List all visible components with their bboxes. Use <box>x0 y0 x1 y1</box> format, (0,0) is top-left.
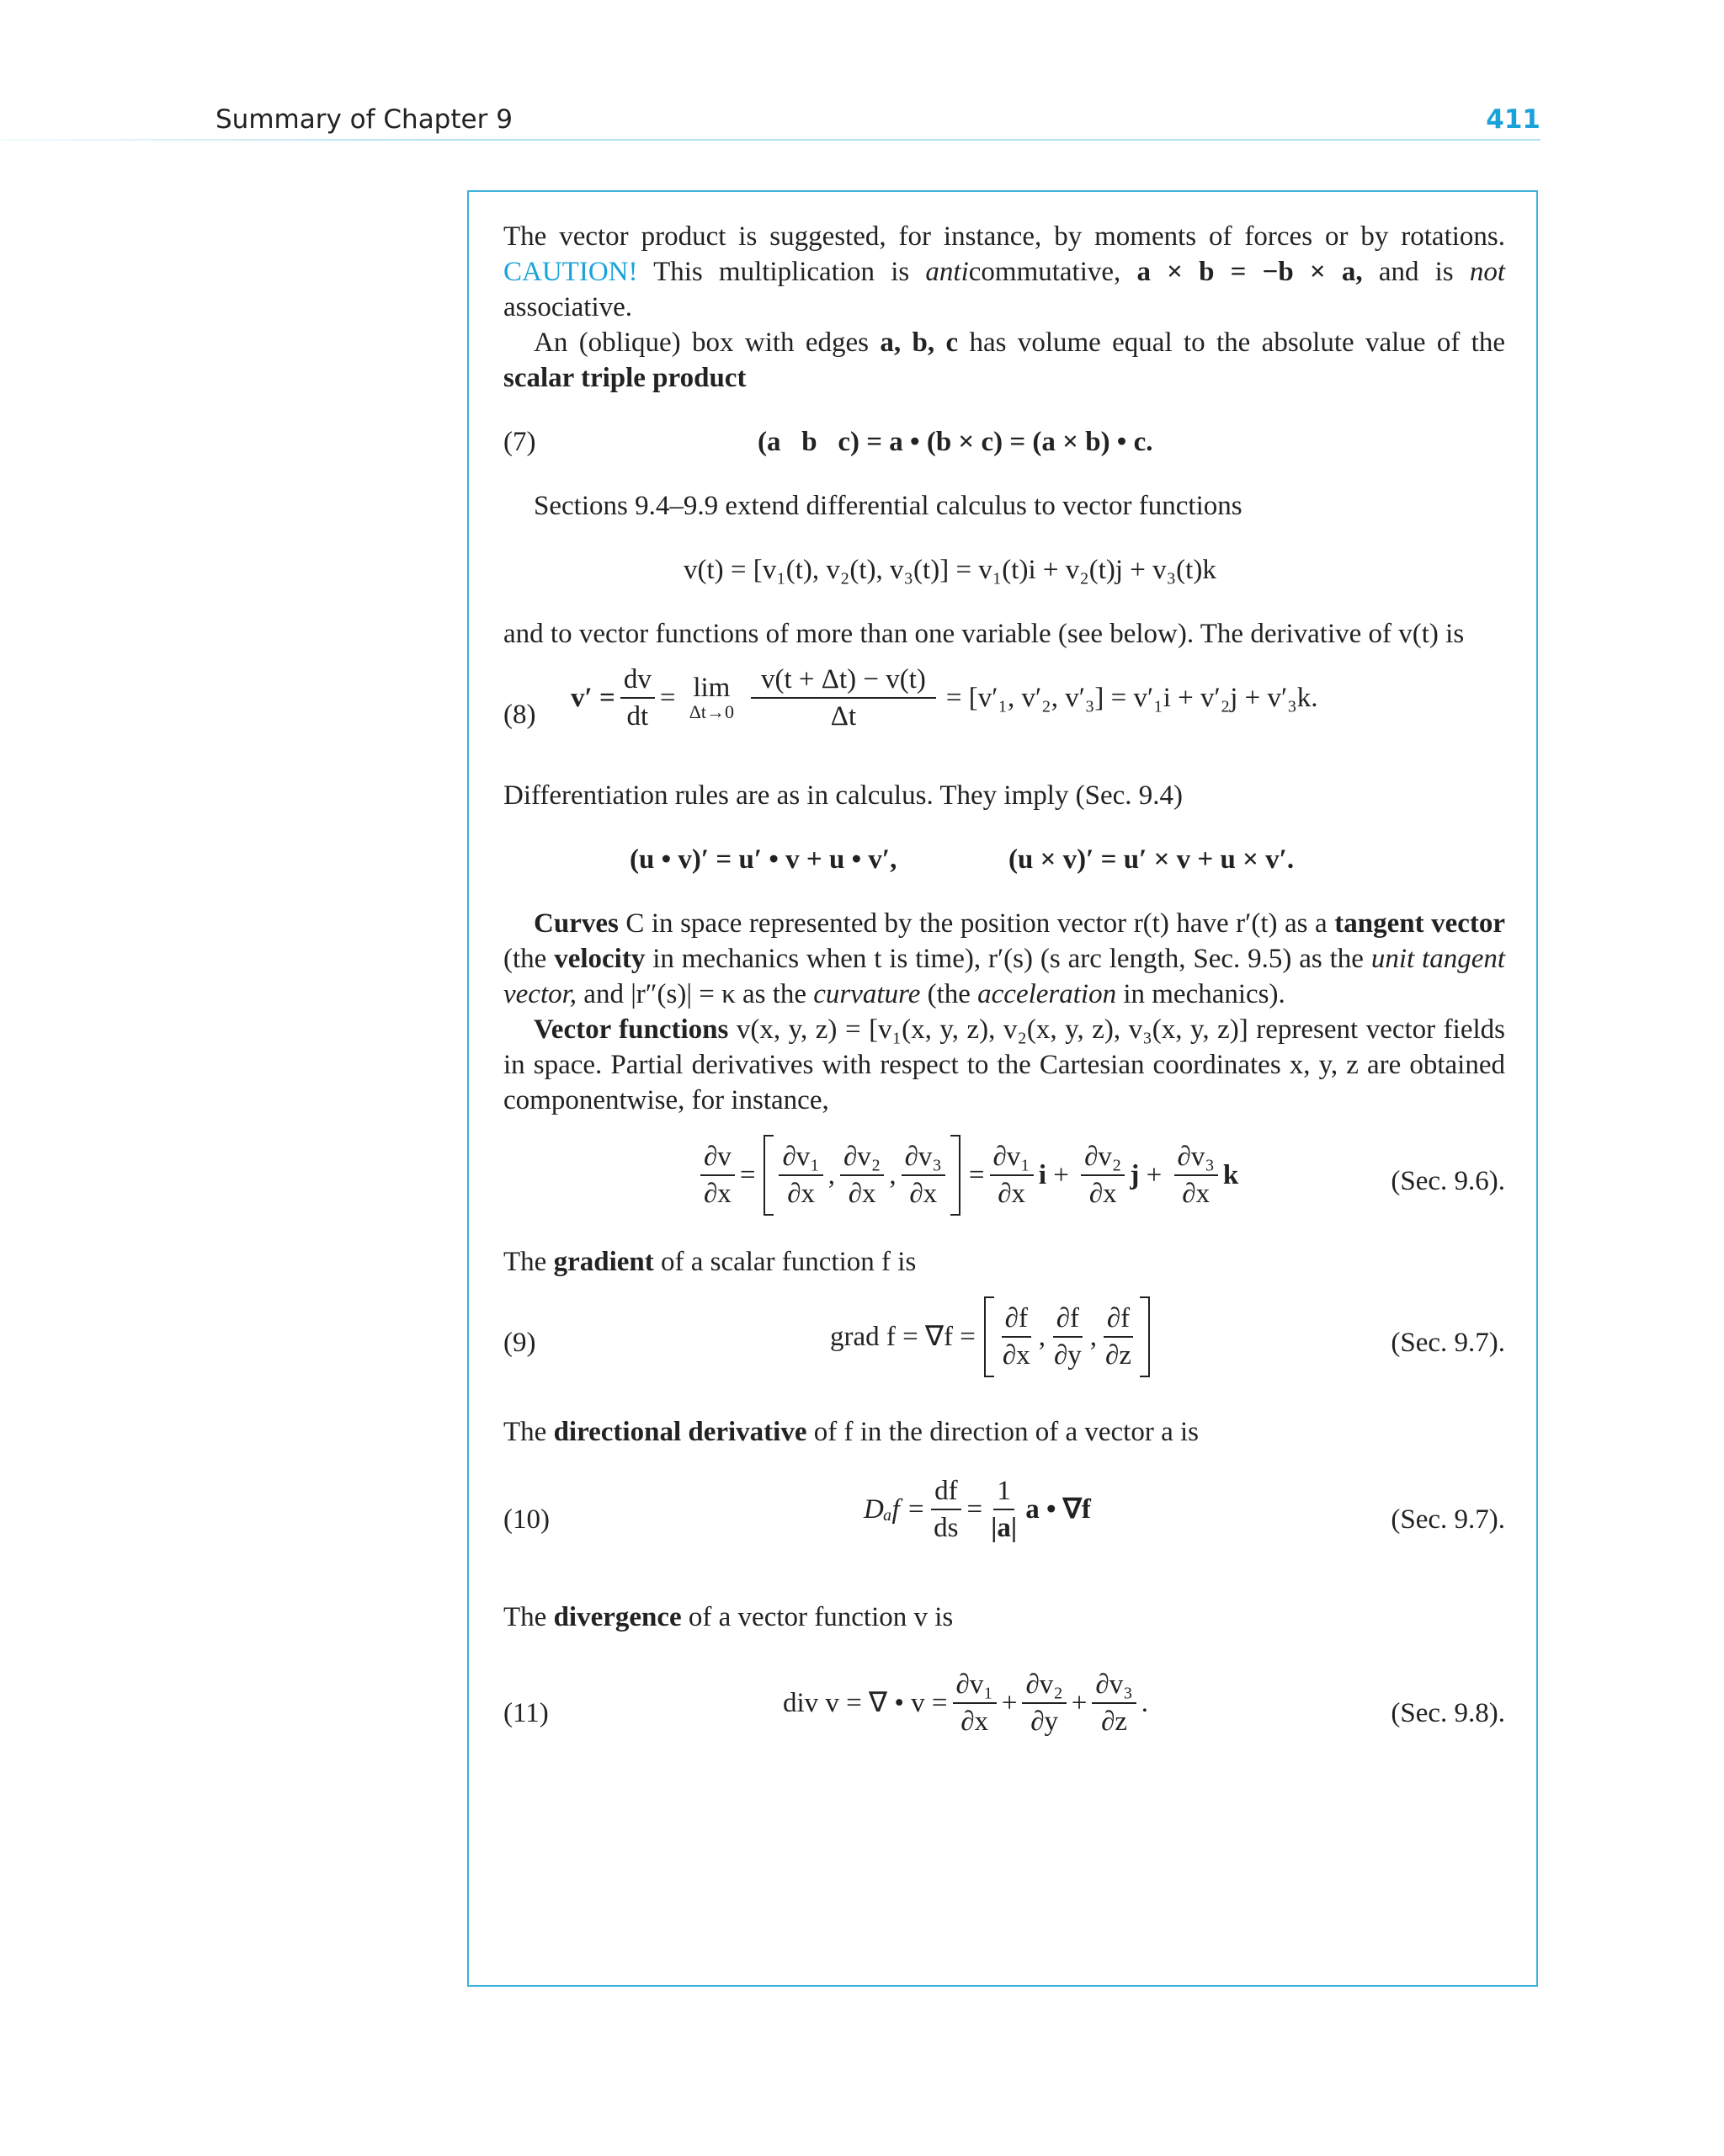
para-divergence <box>503 1600 1505 1635</box>
term-curves: Curves <box>534 908 619 939</box>
text: v(x, y, z) = [v₁(x, y, z), v₂(x, y, z), v₃(x, y, z)] represent vector fields in space. Partial derivatives with respect to the Cartesian coordinates x, y, z are obtained componentwise, for instance, <box>503 1014 1505 1115</box>
equation-body: $\frac{\partial v}{\partial x}$ = $\frac{\text{∂v₁}}{\partial x}$ , $\frac{\text{∂v₂}}{\partial x}$ , $\frac{\text{∂v₃}}{\partial x}$ = $\frac{\text{∂v₁}}{\partial x}$ i + $\frac{\text{∂v₂}}{\partial x}$ j + $\frac{\text{∂v₃}}{\partial x}$ k <box>695 1135 1238 1216</box>
text: has volume equal to the absolute value of the <box>969 327 1505 358</box>
text: in mechanics when t is time), r′(s) (s arc length, Sec. 9.5) as the <box>652 944 1364 974</box>
running-header-title: Summary of Chapter 9 <box>216 104 513 135</box>
numerator: ∂v₃ <box>1092 1667 1136 1704</box>
numerator: ∂v₃ <box>1174 1139 1218 1176</box>
equation-body: grad f = ∇f = $\frac{\partial f}{\partial x}$ , $\frac{\partial f}{\partial y}$ , $\frac{\partial f}{\partial z}$ <box>830 1296 1150 1377</box>
numerator: ∂v₁ <box>779 1139 822 1176</box>
denominator: ∂x <box>787 1179 815 1209</box>
text: An (oblique) box with edges <box>534 327 870 358</box>
fraction-df-dx <box>999 1301 1034 1373</box>
numerator: ∂v₃ <box>902 1139 945 1176</box>
bracket-right <box>1140 1296 1150 1377</box>
bracket-left <box>764 1135 774 1216</box>
term-unit-tangent: unit tangent vector, <box>503 944 1506 1009</box>
bracket-left <box>984 1296 994 1377</box>
equation-number: (11) <box>503 1698 549 1728</box>
equation-7 <box>503 396 1505 488</box>
equals: = <box>739 1160 756 1190</box>
para-derivative: and to vector functions of more than one variable (see below). The derivative of v(t) is <box>503 619 1465 649</box>
text: This multiplication is <box>653 257 910 287</box>
equation-body <box>571 662 1318 734</box>
denominator: ∂y <box>1030 1706 1059 1737</box>
term-tangent-vector: tangent vector <box>1334 908 1506 939</box>
caution-label: CAUTION! <box>503 257 638 287</box>
fraction-dv-dx <box>700 1139 735 1211</box>
text: of a vector function v is <box>688 1602 954 1632</box>
eq10-rhs: a • ∇f <box>1025 1494 1091 1525</box>
section-ref: (Sec. 9.7). <box>1391 1328 1505 1358</box>
denominator: ∂x <box>960 1706 989 1737</box>
header-rule <box>0 139 1540 141</box>
fraction-dv1-dx <box>779 1139 822 1211</box>
equation-body: (a b c) = a • (b × c) = (a × b) • c. <box>758 427 1153 457</box>
term-scalar-triple-product: scalar triple product <box>503 363 747 393</box>
para-vector-functions: Sections 9.4–9.9 extend differential calculus to vector functions <box>534 491 1242 521</box>
denominator: ∂x <box>998 1179 1026 1209</box>
numerator: ∂v₂ <box>840 1139 884 1176</box>
unit-j: j <box>1130 1160 1140 1190</box>
denominator: ∂x <box>909 1179 938 1209</box>
equals: = <box>968 1160 985 1190</box>
para-gradient <box>503 1244 1505 1280</box>
fraction-1-norm-a <box>987 1473 1020 1546</box>
fraction-df-dy <box>1051 1301 1085 1373</box>
equation-number: (10) <box>503 1504 550 1535</box>
eq11-lhs: div v = ∇ • v = <box>783 1688 948 1718</box>
text: commutative, <box>968 257 1121 287</box>
fraction-difference-quotient <box>751 662 936 734</box>
denominator: Δt <box>830 701 857 732</box>
denominator: ∂x <box>1088 1179 1117 1209</box>
para-curves <box>503 906 1505 1012</box>
numerator: ∂v₂ <box>1022 1667 1066 1704</box>
equation-body: div v = ∇ • v = $\frac{\text{∂v₁}}{\partial x}$ + $\frac{\text{∂v₂}}{\partial y}$ + $\frac{\text{∂v₃}}{\partial z}$ . <box>783 1667 1148 1739</box>
fraction-dv1-dx <box>953 1667 997 1739</box>
product-rule-cross: (u × v)′ = u′ × v + u × v′. <box>1008 844 1295 875</box>
eq10-lhs: Dₐf = <box>864 1494 926 1525</box>
text: of a scalar function f is <box>660 1247 917 1277</box>
text: (the <box>503 944 547 974</box>
para-vector-fields <box>503 1012 1505 1118</box>
para-vector-product <box>503 219 1505 325</box>
denominator: dt <box>626 701 649 732</box>
unit-i: i <box>1038 1160 1046 1190</box>
equation-number: (8) <box>503 700 536 730</box>
numerator: dv <box>620 662 655 699</box>
denominator: ∂x <box>704 1179 732 1209</box>
fraction-dv3-dx-b <box>1174 1139 1218 1211</box>
page-number: 411 <box>1486 104 1540 135</box>
equation-9 <box>503 1280 1505 1406</box>
text: and |r″(s)| = κ as the <box>583 979 807 1009</box>
numerator: ∂v₂ <box>1081 1139 1125 1176</box>
equation-number: (7) <box>503 427 536 457</box>
text: C in space represented by the position vector r(t) have r′(t) as a <box>625 908 1328 939</box>
section-ref: (Sec. 9.7). <box>1391 1504 1505 1535</box>
term-curvature: curvature <box>813 979 921 1009</box>
para-directional-derivative <box>503 1414 1505 1450</box>
section-ref: (Sec. 9.8). <box>1391 1698 1505 1728</box>
fraction-dv1-dx-b <box>990 1139 1034 1211</box>
text: (the <box>927 979 971 1009</box>
equals: = <box>966 1494 983 1525</box>
lim-sub: Δt→0 <box>689 701 734 722</box>
text: The <box>503 1247 547 1277</box>
text: The vector product is suggested, for instance, by moments of forces or by rotations. <box>503 221 1505 252</box>
denominator: ∂y <box>1053 1340 1082 1371</box>
section-ref: (Sec. 9.6). <box>1391 1166 1505 1196</box>
term-directional-derivative: directional derivative <box>553 1417 807 1447</box>
numerator: ∂v <box>700 1139 735 1176</box>
numerator: 1 <box>993 1473 1014 1510</box>
numerator: ∂f <box>1053 1301 1083 1338</box>
eq8-rhs: = [v′₁, v′₂, v′₃] = v′₁i + v′₂j + v′₃k. <box>945 683 1318 713</box>
equation-11 <box>503 1635 1505 1761</box>
emph-not: not <box>1469 257 1505 287</box>
text: The <box>503 1417 547 1447</box>
fraction-dv-dt <box>620 662 655 734</box>
numerator: ∂f <box>1104 1301 1133 1338</box>
denominator: ∂x <box>1002 1340 1030 1371</box>
denominator: ∂z <box>1101 1706 1128 1737</box>
para-triple-product <box>503 325 1505 396</box>
numerator: df <box>931 1473 961 1510</box>
eq9-lhs: grad f = ∇f = <box>830 1322 976 1352</box>
term-vector-functions: Vector functions <box>534 1014 729 1045</box>
fraction-dv2-dy <box>1022 1667 1066 1739</box>
equation-vt <box>503 524 1505 616</box>
inline-formula: a × b = −b × a, <box>1136 257 1363 287</box>
fraction-dv3-dz <box>1092 1667 1136 1739</box>
summary-content <box>503 219 1505 1761</box>
equation-body <box>864 1473 1091 1546</box>
fraction-dv2-dx-b <box>1081 1139 1125 1211</box>
text: in mechanics). <box>1123 979 1285 1009</box>
emph-anti: anti <box>925 257 969 287</box>
equation-partial <box>503 1118 1505 1244</box>
equals: = <box>659 683 683 713</box>
numerator: ∂v₁ <box>953 1667 997 1704</box>
denominator: ds <box>934 1513 959 1543</box>
equation-body: v(t) = [v₁(t), v₂(t), v₃(t)] = v₁(t)i + v₂(t)j + v₃(t)k <box>684 555 1216 585</box>
fraction-dv2-dx <box>840 1139 884 1211</box>
limit <box>689 673 734 722</box>
text: The <box>503 1602 547 1632</box>
equation-10 <box>503 1450 1505 1593</box>
text: associative. <box>503 292 633 322</box>
term-gradient: gradient <box>553 1247 654 1277</box>
text: of f in the direction of a vector a is <box>813 1417 1199 1447</box>
text: and is <box>1378 257 1454 287</box>
denominator: ∂x <box>848 1179 876 1209</box>
unit-k: k <box>1222 1160 1239 1190</box>
denominator: ∂x <box>1182 1179 1211 1209</box>
equation-number: (9) <box>503 1328 536 1358</box>
fraction-df-dz <box>1102 1301 1135 1373</box>
edges: a, b, c <box>880 327 959 358</box>
term-divergence: divergence <box>553 1602 682 1632</box>
denominator: ∂z <box>1105 1340 1132 1371</box>
para-differentiation-rules: Differentiation rules are as in calculus. They imply (Sec. 9.4) <box>503 780 1184 811</box>
bracket-right <box>950 1135 960 1216</box>
eq8-lhs: v′ = <box>571 683 615 713</box>
fraction-dv3-dx <box>902 1139 945 1211</box>
numerator: v(t + Δt) − v(t) <box>751 662 936 699</box>
product-rule-dot: (u • v)′ = u′ • v + u • v′, <box>630 844 897 875</box>
equation-8 <box>503 652 1505 778</box>
equation-rules <box>503 813 1505 906</box>
numerator: ∂f <box>1002 1301 1031 1338</box>
lim-label: lim <box>693 673 731 703</box>
numerator: ∂v₁ <box>990 1139 1034 1176</box>
fraction-df-ds <box>930 1473 961 1546</box>
denominator: |a| <box>991 1513 1018 1543</box>
term-velocity: velocity <box>554 944 646 974</box>
term-acceleration: acceleration <box>977 979 1117 1009</box>
